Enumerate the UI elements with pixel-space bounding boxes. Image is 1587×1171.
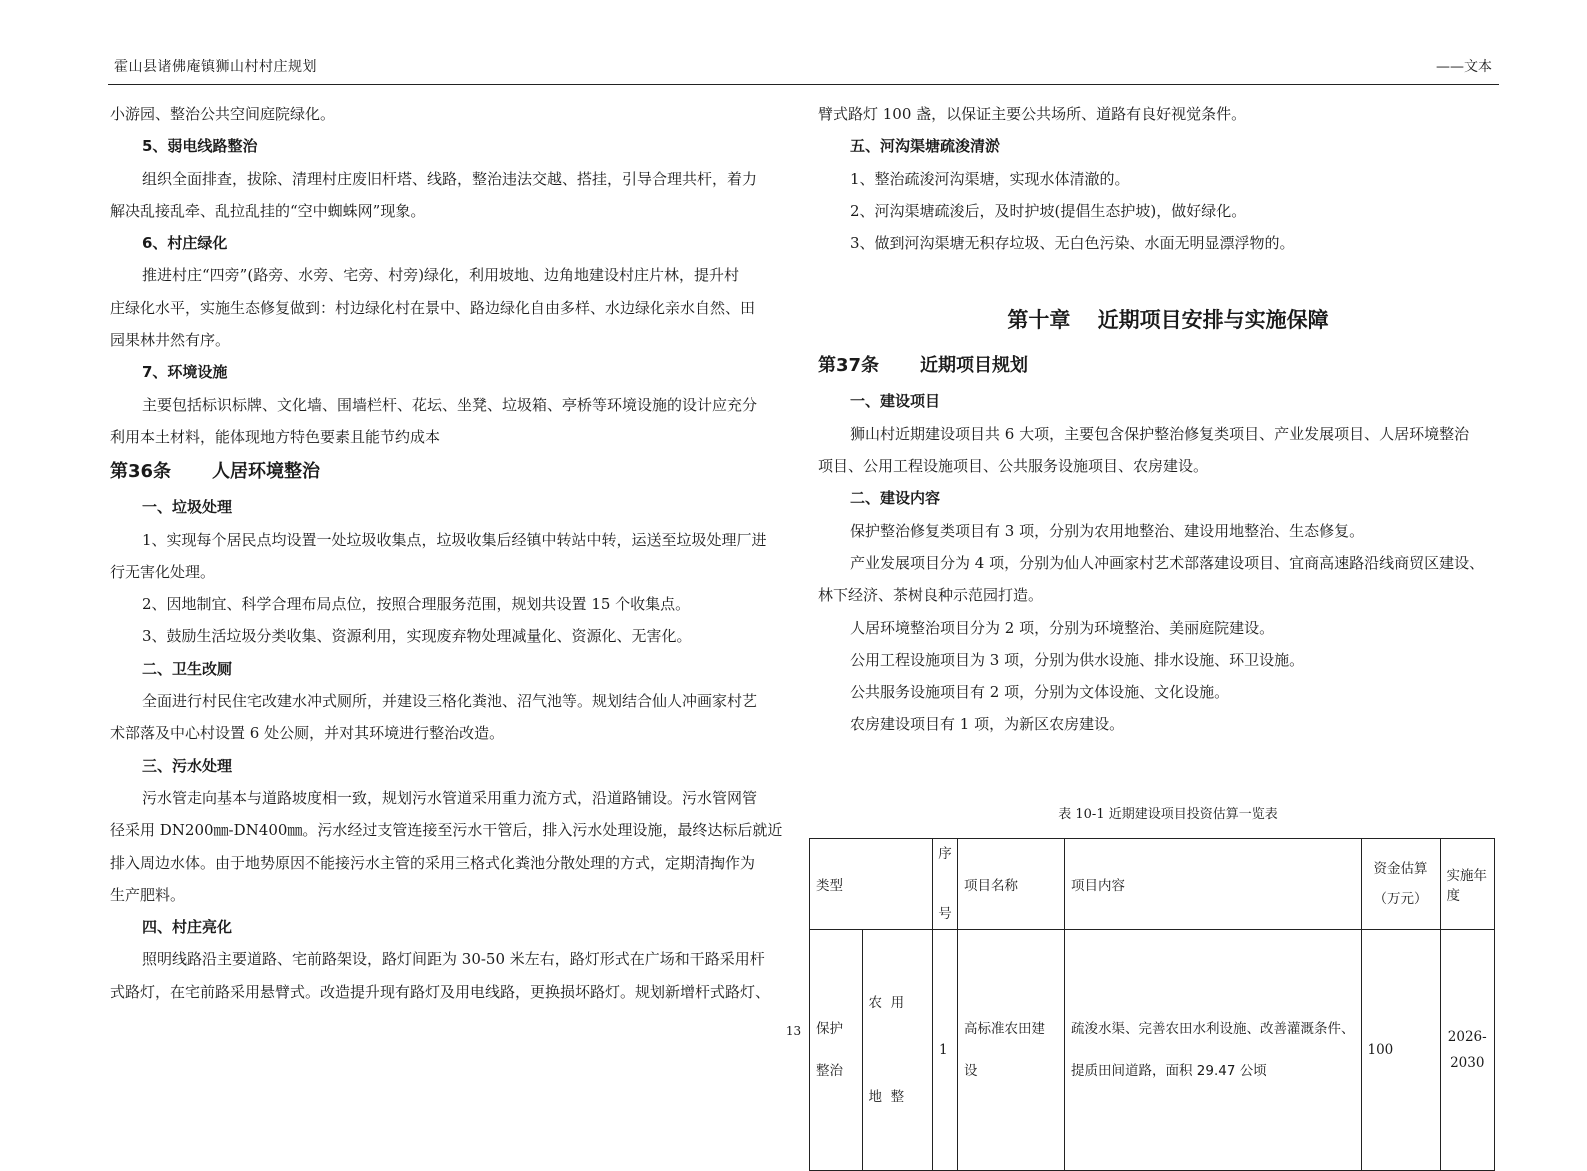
chapter-number: 第十章 bbox=[1007, 308, 1071, 333]
paragraph-line: 园果林井然有序。 bbox=[110, 331, 231, 350]
header-seq-char: 号 bbox=[938, 906, 952, 922]
cell-line: 整治 bbox=[816, 1063, 843, 1079]
paragraph-line: 产业发展项目分为 4 项，分别为仙人冲画家村艺术部落建设项目、宜商高速路沿线商贸区建设、 bbox=[850, 553, 1485, 572]
paragraph-line: 全面进行村民住宅改建水冲式厕所，并建设三格化粪池、沼气池等。规划结合仙人冲画家村艺 bbox=[142, 692, 758, 711]
header-seq-char: 序 bbox=[938, 846, 952, 862]
paragraph-line: 保护整治修复类项目有 3 项，分别为农用地整治、建设用地整治、生态修复。 bbox=[850, 521, 1365, 540]
paragraph-line: 1、整治疏浚河沟渠塘，实现水体清澈的。 bbox=[850, 169, 1130, 188]
section-heading-projects: 一、建设项目 bbox=[850, 392, 941, 411]
section-heading-env-facilities: 7、环境设施 bbox=[142, 363, 228, 382]
chapter-title: 近期项目安排与实施保障 bbox=[1097, 308, 1329, 333]
paragraph-line: 小游园、整治公共空间庭院绿化。 bbox=[110, 105, 336, 123]
paragraph-line: 术部落及中心村设置 6 处公厕，并对其环境进行整治改造。 bbox=[110, 724, 505, 743]
paragraph-line: 式路灯，在宅前路采用悬臂式。改造提升现有路灯及用电线路，更换损坏路灯。规划新增杆式路灯、 bbox=[110, 982, 771, 1001]
paragraph-line: 污水管走向基本与道路坡度相一致，规划污水管道采用重力流方式，沿道路铺设。污水管网管 bbox=[142, 788, 758, 807]
header-seq-char bbox=[937, 869, 953, 899]
section-heading-toilet: 二、卫生改厕 bbox=[142, 659, 233, 678]
cell-seq: 1 bbox=[933, 930, 958, 1171]
cell-line: 设 bbox=[964, 1063, 978, 1079]
header-seq bbox=[933, 839, 958, 930]
cell-line: 疏浚水渠、完善农田水利设施、改善灌溉条件、 bbox=[1071, 1021, 1355, 1037]
section-heading-lighting: 四、村庄亮化 bbox=[142, 918, 233, 937]
paragraph-line: 解决乱接乱牵、乱拉乱挂的“空中蜘蛛网”现象。 bbox=[110, 201, 426, 220]
cell-line: 农 用 bbox=[868, 995, 905, 1011]
paragraph-line: 主要包括标识标牌、文化墙、围墙栏杆、花坛、坐凳、垃圾箱、亭桥等环境设施的设计应充分 bbox=[142, 395, 758, 414]
article-title: 人居环境整治 bbox=[212, 461, 320, 483]
paragraph-line: 2、河沟渠塘疏浚后，及时护坡(提倡生态护坡)，做好绿化。 bbox=[850, 201, 1247, 220]
cell-year: 2026-2030 bbox=[1440, 930, 1495, 1171]
article-heading-36 bbox=[110, 455, 802, 489]
section-heading-greening: 6、村庄绿化 bbox=[142, 234, 228, 253]
header-fund bbox=[1361, 839, 1440, 930]
section-heading-contents: 二、建设内容 bbox=[850, 489, 941, 508]
table-header-row bbox=[810, 839, 1495, 930]
cell-project-name bbox=[958, 930, 1065, 1171]
header-doc-type: ——文本 bbox=[1436, 59, 1492, 75]
paragraph-line: 推进村庄“四旁”(路旁、水旁、宅旁、村旁)绿化，利用坡地、边角地建设村庄片林，提升村 bbox=[142, 266, 740, 285]
paragraph-line: 公共服务设施项目有 2 项，分别为文体设施、文化设施。 bbox=[850, 683, 1230, 702]
investment-table bbox=[809, 838, 1495, 1171]
paragraph-line: 林下经济、茶树良种示范园打造。 bbox=[818, 586, 1044, 605]
paragraph-line: 2、因地制宜、科学合理布局点位，按照合理服务范围，规划共设置 15 个收集点。 bbox=[142, 595, 691, 614]
article-number: 第37条 bbox=[818, 355, 880, 377]
header-type: 类型 bbox=[810, 839, 933, 930]
cell-fund: 100 bbox=[1361, 930, 1440, 1171]
header-year: 实施年度 bbox=[1440, 839, 1495, 930]
paragraph-line: 径采用 DN200㎜-DN400㎜。污水经过支管连接至污水干管后，排入污水处理设施，最终达标后就近 bbox=[110, 821, 783, 840]
paragraph-line: 农房建设项目有 1 项，为新区农房建设。 bbox=[850, 715, 1125, 734]
cell-line: 提质田间道路，面积 29.47 公顷 bbox=[1071, 1063, 1267, 1079]
header-title: 霍山县诸佛庵镇狮山村村庄规划 bbox=[114, 59, 317, 75]
header-divider bbox=[108, 84, 1499, 85]
cell-type-subcategory bbox=[862, 930, 932, 1171]
header-fund-line: （万元） bbox=[1373, 891, 1428, 907]
right-column bbox=[818, 98, 1518, 828]
paragraph-line: 照明线路沿主要道路、宅前路架设，路灯间距为 30-50 米左右，路灯形式在广场和干路采用杆 bbox=[142, 950, 765, 969]
header-project-name: 项目名称 bbox=[958, 839, 1065, 930]
cell-project-content bbox=[1065, 930, 1362, 1171]
header-fund-line: 资金估算 bbox=[1373, 861, 1428, 877]
paragraph-line: 排入周边水体。由于地势原因不能接污水主管的采用三格式化粪池分散处理的方式，定期清掏作为 bbox=[110, 853, 756, 872]
article-heading-37 bbox=[818, 349, 1518, 383]
chapter-heading bbox=[818, 305, 1518, 335]
left-column bbox=[110, 98, 802, 1008]
section-heading-ditch: 五、河沟渠塘疏浚清淤 bbox=[850, 137, 1001, 156]
page-number: 13 bbox=[785, 1024, 802, 1038]
table-row bbox=[810, 930, 1495, 1171]
paragraph-line: 利用本土材料，能体现地方特色要素且能节约成本 bbox=[110, 427, 441, 446]
paragraph-line: 3、做到河沟渠塘无积存垃圾、无白色污染、水面无明显漂浮物的。 bbox=[850, 234, 1295, 253]
paragraph-line: 1、实现每个居民点均设置一处垃圾收集点，垃圾收集后经镇中转站中转，运送至垃圾处理厂进 bbox=[142, 530, 767, 549]
paragraph-line: 3、鼓励生活垃圾分类收集、资源利用，实现废弃物处理减量化、资源化、无害化。 bbox=[142, 627, 692, 646]
article-title: 近期项目规划 bbox=[920, 355, 1028, 377]
cell-line: 保护 bbox=[816, 1021, 843, 1037]
section-heading-weak-current: 5、弱电线路整治 bbox=[142, 137, 258, 156]
paragraph-line: 行无害化处理。 bbox=[110, 562, 216, 581]
table-caption: 表 10-1 近期建设项目投资估算一览表 bbox=[1058, 806, 1278, 822]
paragraph-line: 狮山村近期建设项目共 6 大项，主要包含保护整治修复类项目、产业发展项目、人居环境整治 bbox=[850, 424, 1470, 443]
header-project-content: 项目内容 bbox=[1065, 839, 1362, 930]
paragraph-line: 公用工程设施项目为 3 项，分别为供水设施、排水设施、环卫设施。 bbox=[850, 650, 1305, 669]
paragraph-line: 项目、公用工程设施项目、公共服务设施项目、农房建设。 bbox=[818, 457, 1209, 476]
section-heading-garbage: 一、垃圾处理 bbox=[142, 498, 233, 517]
article-number: 第36条 bbox=[110, 461, 172, 483]
cell-line: 高标准农田建 bbox=[964, 1021, 1045, 1037]
paragraph-line: 组织全面排查，拔除、清理村庄废旧杆塔、线路，整治违法交越、搭挂，引导合理共杆，着力 bbox=[142, 169, 758, 188]
cell-type-category bbox=[810, 930, 863, 1171]
section-heading-sewage: 三、污水处理 bbox=[142, 756, 233, 775]
cell-line: 地 整 bbox=[868, 1089, 905, 1105]
paragraph-line: 臂式路灯 100 盏，以保证主要公共场所、道路有良好视觉条件。 bbox=[818, 105, 1247, 123]
paragraph-line: 庄绿化水平，实施生态修复做到：村边绿化村在景中、路边绿化自由多样、水边绿化亲水自然、田 bbox=[110, 298, 756, 317]
paragraph-line: 生产肥料。 bbox=[110, 885, 186, 904]
paragraph-line: 人居环境整治项目分为 2 项，分别为环境整治、美丽庭院建设。 bbox=[850, 618, 1275, 637]
